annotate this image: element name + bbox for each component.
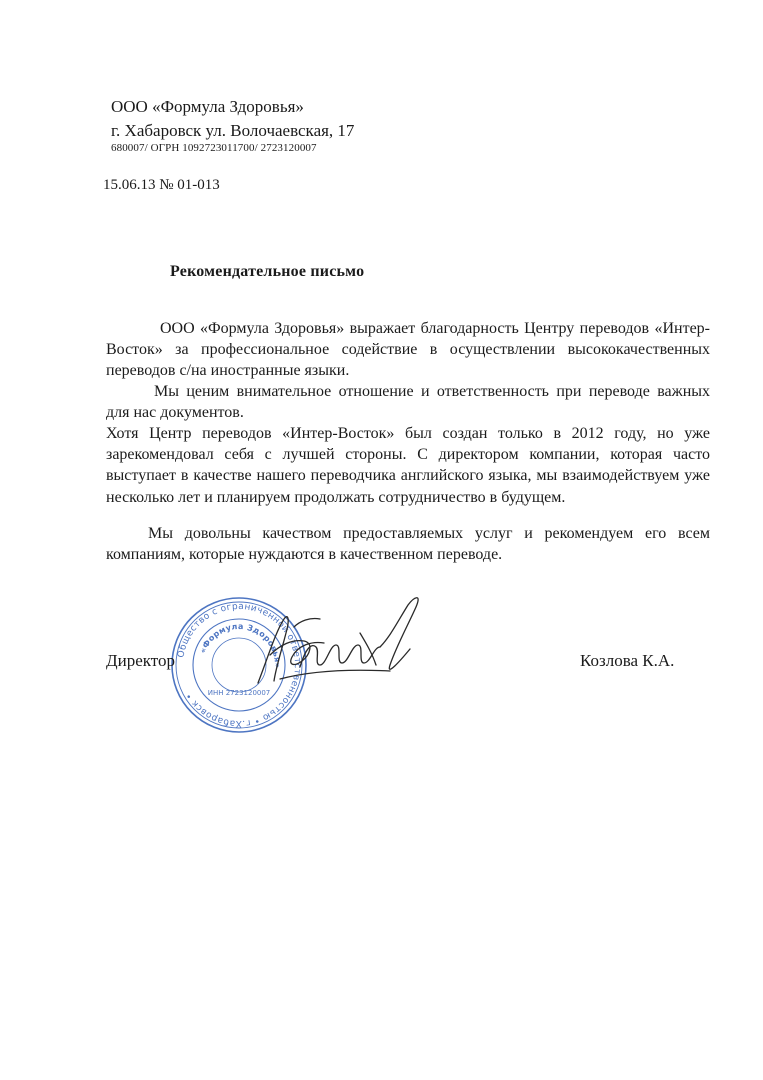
- letter-title: Рекомендательное письмо: [170, 263, 365, 280]
- signatory-role: Директор: [106, 651, 175, 670]
- paragraph-history: Хотя Центр переводов «Интер-Восток» был создан только в 2012 году, но уже зарекомендовал себя с лучшей стороны. С директором компании, которая часто выступает в качестве нашего переводчика английского языка, мы взаимодействуем уже несколько лет и планируем продолжать сотрудничество в будущем.: [106, 425, 710, 506]
- paragraph-gratitude: ООО «Формула Здоровья» выражает благодарность Центру переводов «Интер-Восток» за профессиональное содействие в осуществлении высококачественных переводов с/на иностранные языки.: [106, 320, 710, 380]
- company-registration: 680007/ ОГРН 1092723011700/ 2723120007: [111, 142, 317, 154]
- stamp-inn: ИНН 2723120007: [207, 689, 271, 697]
- company-name: ООО «Формула Здоровья»: [111, 97, 304, 116]
- paragraph-recommendation: Мы довольны качеством предоставляемых услуг и рекомендуем его всем компаниям, которые нуждаются в качественном переводе.: [106, 525, 710, 564]
- director-signature: [240, 585, 430, 705]
- signatory-name: Козлова К.А.: [580, 651, 675, 670]
- company-address: г. Хабаровск ул. Волочаевская, 17: [111, 121, 355, 140]
- date-reference: 15.06.13 № 01-013: [103, 177, 220, 193]
- stamp-center-text: «Формула Здоровья»: [198, 621, 283, 669]
- paragraph-appreciation: Мы ценим внимательное отношение и ответственность при переводе важных для нас документов.: [106, 383, 710, 422]
- stamp-outer-text: Общество с ограниченной ответственностью • г.Хабаровск •: [176, 601, 303, 729]
